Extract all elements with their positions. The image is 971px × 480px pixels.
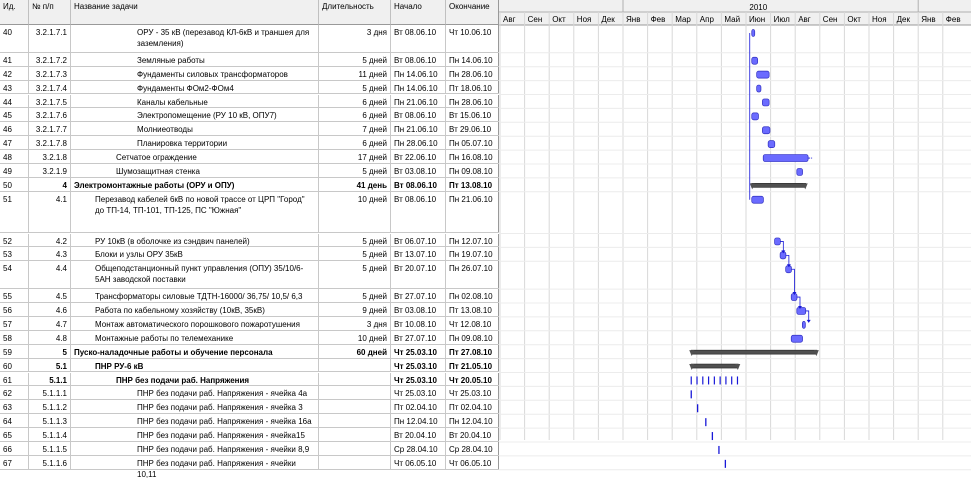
task-name: Работа по кабельному хозяйству (10кВ, 35кВ) [71, 303, 319, 316]
task-wbs: 5 [29, 345, 71, 358]
task-name: Блоки и узлы ОРУ 35кВ [71, 247, 319, 260]
task-wbs: 3.2.1.7.6 [29, 108, 71, 121]
task-name: Перезавод кабелей 6кВ по новой трассе от ЦРП "Город" до ТП-14, ТП-101, ТП-125, ПС "Южная" [71, 192, 319, 233]
task-duration: 10 дней [319, 331, 391, 344]
task-name: ПНР без подачи раб. Напряжения - ячейки 8,9 [71, 442, 319, 455]
task-duration: 5 дней [319, 53, 391, 66]
month-label: Фев [945, 15, 961, 24]
task-row[interactable] [0, 373, 499, 387]
task-id: 46 [0, 122, 29, 135]
month-label: Июн [749, 15, 766, 24]
task-id: 45 [0, 108, 29, 121]
task-duration: 6 дней [319, 108, 391, 121]
task-start: Пн 21.06.10 [391, 122, 446, 135]
month-label: Май [724, 15, 741, 24]
task-name: РУ 10кВ (в оболочке из сэндвич панелей) [71, 234, 319, 247]
task-start: Вт 13.07.10 [391, 247, 446, 260]
task-wbs: 4.2 [29, 234, 71, 247]
task-row[interactable] [0, 400, 499, 414]
task-wbs: 4.8 [29, 331, 71, 344]
task-name: Земляные работы [71, 53, 319, 66]
task-start: Пн 28.06.10 [391, 136, 446, 149]
task-duration: 5 дней [319, 247, 391, 260]
task-name: Общеподстанционный пункт управления (ОПУ) 35/10/6-5АН заводской поставки [71, 261, 319, 288]
month-label: Сен [822, 15, 838, 24]
task-row[interactable] [0, 67, 499, 81]
task-end: Пн 28.06.10 [446, 67, 499, 80]
task-id: 67 [0, 456, 29, 469]
task-row[interactable] [0, 192, 499, 234]
task-wbs: 3.2.1.7.4 [29, 81, 71, 94]
task-row[interactable] [0, 150, 499, 164]
task-end: Пн 16.08.10 [446, 150, 499, 163]
task-start: Вт 08.06.10 [391, 25, 446, 52]
task-row[interactable] [0, 317, 499, 331]
month-label: Дек [896, 15, 910, 24]
task-name: ПНР без подачи раб. Напряжения - ячейка 16а [71, 414, 319, 427]
task-duration: 60 дней [319, 345, 391, 358]
dependency-link [791, 269, 794, 294]
task-end: Чт 12.08.10 [446, 317, 499, 330]
task-bar [775, 238, 781, 245]
task-bar [791, 294, 797, 301]
task-wbs: 5.1.1.4 [29, 428, 71, 441]
task-end: Пт 18.06.10 [446, 81, 499, 94]
month-label: Дек [601, 15, 615, 24]
task-row[interactable] [0, 442, 499, 456]
task-duration [319, 414, 391, 427]
year-label: 2010 [749, 3, 768, 12]
task-end: Пн 21.06.10 [446, 192, 499, 233]
task-duration [319, 400, 391, 413]
task-start: Вт 08.06.10 [391, 178, 446, 191]
task-start: Вт 08.06.10 [391, 53, 446, 66]
task-wbs: 4.7 [29, 317, 71, 330]
task-name: Планировка территории [71, 136, 319, 149]
task-row[interactable] [0, 289, 499, 303]
column-header-id[interactable]: Ид. [0, 0, 29, 25]
month-label: Авг [503, 15, 516, 24]
task-id: 66 [0, 442, 29, 455]
task-duration: 9 дней [319, 303, 391, 316]
task-id: 58 [0, 331, 29, 344]
task-row[interactable] [0, 261, 499, 289]
task-name: ПНР без подачи раб. Напряжения - ячейки 10,11 [71, 456, 319, 469]
task-wbs: 4.5 [29, 289, 71, 302]
task-id: 65 [0, 428, 29, 441]
task-wbs: 4.6 [29, 303, 71, 316]
task-name: ОРУ - 35 кВ (перезавод КЛ-6кВ и траншея для заземления) [71, 25, 319, 52]
task-name: Каналы кабельные [71, 95, 319, 108]
task-end: Чт 25.03.10 [446, 386, 499, 399]
month-label: Янв [626, 15, 641, 24]
month-label: Ноя [872, 15, 887, 24]
task-wbs: 3.2.1.7.5 [29, 95, 71, 108]
task-start: Вт 20.04.10 [391, 428, 446, 441]
task-id: 51 [0, 192, 29, 233]
task-end: Пн 28.06.10 [446, 95, 499, 108]
task-bar [757, 85, 761, 92]
task-id: 41 [0, 53, 29, 66]
month-label: Янв [921, 15, 936, 24]
task-bar [752, 196, 764, 203]
month-label: Ноя [576, 15, 592, 24]
task-row[interactable] [0, 136, 499, 150]
task-row[interactable] [0, 359, 499, 373]
task-start: Вт 08.06.10 [391, 108, 446, 121]
task-name: Молниеотводы [71, 122, 319, 135]
task-end: Пт 27.08.10 [446, 345, 499, 358]
task-duration [319, 456, 391, 469]
dependency-arrow [807, 320, 811, 323]
summary-bar [691, 364, 738, 368]
task-row[interactable] [0, 428, 499, 442]
task-duration: 5 дней [319, 234, 391, 247]
task-name: ПНР РУ-6 кВ [71, 359, 319, 372]
task-id: 62 [0, 386, 29, 399]
task-end: Пн 19.07.10 [446, 247, 499, 260]
task-row[interactable] [0, 247, 499, 261]
task-id: 42 [0, 67, 29, 80]
task-name: ПНР без подачи раб. Напряжения [71, 373, 319, 386]
task-wbs: 3.2.1.7.7 [29, 122, 71, 135]
task-duration: 7 дней [319, 122, 391, 135]
task-id: 55 [0, 289, 29, 302]
task-start: Вт 10.08.10 [391, 317, 446, 330]
task-bar [786, 266, 792, 273]
task-duration: 11 дней [319, 67, 391, 80]
task-id: 49 [0, 164, 29, 177]
task-end: Пн 14.06.10 [446, 53, 499, 66]
task-wbs: 5.1.1.5 [29, 442, 71, 455]
task-bar [791, 335, 802, 342]
column-header-wbs[interactable]: № п/п [29, 0, 71, 25]
task-row[interactable] [0, 164, 499, 178]
task-start: Пн 14.06.10 [391, 67, 446, 80]
task-duration: 41 день [319, 178, 391, 191]
task-row[interactable] [0, 414, 499, 428]
gantt-chart [499, 0, 971, 440]
task-id: 47 [0, 136, 29, 149]
task-id: 48 [0, 150, 29, 163]
task-end: Вт 15.06.10 [446, 108, 499, 121]
task-id: 61 [0, 373, 29, 386]
task-start: Ср 28.04.10 [391, 442, 446, 455]
task-row[interactable] [0, 303, 499, 317]
month-label: Окт [847, 15, 861, 24]
task-duration: 5 дней [319, 164, 391, 177]
task-start: Чт 25.03.10 [391, 373, 446, 386]
task-wbs: 4.1 [29, 192, 71, 233]
task-row[interactable] [0, 53, 499, 67]
task-id: 57 [0, 317, 29, 330]
task-start: Чт 25.03.10 [391, 386, 446, 399]
task-duration: 5 дней [319, 81, 391, 94]
task-duration [319, 442, 391, 455]
task-name: ПНР без подачи раб. Напряжения - ячейка15 [71, 428, 319, 441]
task-row[interactable] [0, 25, 499, 53]
task-end: Пт 13.08.10 [446, 303, 499, 316]
task-id: 44 [0, 95, 29, 108]
task-id: 54 [0, 261, 29, 288]
task-wbs: 3.2.1.9 [29, 164, 71, 177]
task-name: Монтажные работы по телемеханике [71, 331, 319, 344]
task-wbs: 3.2.1.7.2 [29, 53, 71, 66]
month-label: Авг [798, 15, 811, 24]
task-name: Шумозащитная стенка [71, 164, 319, 177]
task-start: Вт 20.07.10 [391, 261, 446, 288]
task-duration: 6 дней [319, 136, 391, 149]
month-label: Окт [552, 15, 566, 24]
task-row[interactable] [0, 345, 499, 359]
task-bar [752, 57, 758, 64]
task-start: Вт 03.08.10 [391, 164, 446, 177]
task-duration [319, 373, 391, 386]
task-name: Электропомещение (РУ 10 кВ, ОПУ7) [71, 108, 319, 121]
task-duration: 6 дней [319, 95, 391, 108]
task-start: Чт 06.05.10 [391, 456, 446, 469]
month-label: Фев [650, 15, 666, 24]
task-wbs: 5.1.1.3 [29, 414, 71, 427]
task-start: Пт 02.04.10 [391, 400, 446, 413]
task-start: Вт 06.07.10 [391, 234, 446, 247]
task-id: 43 [0, 81, 29, 94]
task-end: Пт 02.04.10 [446, 400, 499, 413]
task-id: 40 [0, 25, 29, 52]
month-label: Июл [773, 15, 790, 24]
task-wbs: 4.4 [29, 261, 71, 288]
task-duration: 5 дней [319, 289, 391, 302]
task-row[interactable] [0, 331, 499, 345]
task-wbs: 4.3 [29, 247, 71, 260]
task-name: Монтаж автоматического порошкового пожаротушения [71, 317, 319, 330]
task-wbs: 3.2.1.7.8 [29, 136, 71, 149]
task-end: Пн 12.04.10 [446, 414, 499, 427]
task-row[interactable] [0, 108, 499, 122]
task-id: 53 [0, 247, 29, 260]
task-id: 63 [0, 400, 29, 413]
task-row[interactable] [0, 81, 499, 95]
task-name: Фундаменты силовых трансформаторов [71, 67, 319, 80]
task-bar [752, 113, 759, 120]
summary-bar [691, 350, 817, 354]
task-start: Вт 27.07.10 [391, 331, 446, 344]
task-end: Чт 06.05.10 [446, 456, 499, 469]
task-end: Вт 29.06.10 [446, 122, 499, 135]
task-start: Пн 12.04.10 [391, 414, 446, 427]
task-wbs: 3.2.1.7.3 [29, 67, 71, 80]
task-name: Фундаменты ФОм2-ФОм4 [71, 81, 319, 94]
task-name: Электромонтажные работы (ОРУ и ОПУ) [71, 178, 319, 191]
task-bar [797, 307, 806, 314]
task-bar [757, 71, 769, 78]
task-start: Чт 25.03.10 [391, 359, 446, 372]
task-name: Сетчатое ограждение [71, 150, 319, 163]
task-start: Чт 25.03.10 [391, 345, 446, 358]
task-wbs: 5.1 [29, 359, 71, 372]
task-name: Трансформаторы силовые ТДТН-16000/ 36,75/ 10,5/ 6,3 [71, 289, 319, 302]
task-bar [797, 168, 803, 175]
task-id: 60 [0, 359, 29, 372]
task-duration [319, 386, 391, 399]
task-end: Пн 26.07.10 [446, 261, 499, 288]
task-bar [762, 99, 769, 106]
task-row[interactable] [0, 386, 499, 400]
task-start: Вт 22.06.10 [391, 150, 446, 163]
task-id: 64 [0, 414, 29, 427]
task-duration [319, 359, 391, 372]
month-label: Мар [675, 15, 691, 24]
task-name: ПНР без подачи раб. Напряжения - ячейка 4а [71, 386, 319, 399]
task-end: Пн 02.08.10 [446, 289, 499, 302]
task-name: ПНР без подачи раб. Напряжения - ячейка 3 [71, 400, 319, 413]
task-bar [763, 155, 808, 162]
task-start: Пн 21.06.10 [391, 95, 446, 108]
task-end: Ср 28.04.10 [446, 442, 499, 455]
task-end: Пн 09.08.10 [446, 331, 499, 344]
task-end: Чт 10.06.10 [446, 25, 499, 52]
task-row[interactable] [0, 122, 499, 136]
summary-bar [752, 183, 806, 187]
month-label: Апр [699, 15, 714, 24]
task-start: Вт 03.08.10 [391, 303, 446, 316]
task-name: Пуско-наладочные работы и обучение персонала [71, 345, 319, 358]
task-duration: 3 дня [319, 317, 391, 330]
month-label: Сен [527, 15, 543, 24]
task-row[interactable] [0, 456, 499, 479]
task-end: Вт 20.04.10 [446, 428, 499, 441]
task-wbs: 5.1.1 [29, 373, 71, 386]
task-start: Пн 14.06.10 [391, 81, 446, 94]
task-row[interactable] [0, 234, 499, 248]
column-header-start[interactable]: Начало [391, 0, 446, 25]
task-bar [752, 29, 755, 36]
task-duration [319, 428, 391, 441]
task-wbs: 5.1.1.1 [29, 386, 71, 399]
task-duration: 3 дня [319, 25, 391, 52]
task-wbs: 5.1.1.2 [29, 400, 71, 413]
task-duration: 5 дней [319, 261, 391, 288]
task-end: Пн 05.07.10 [446, 136, 499, 149]
task-wbs: 3.2.1.8 [29, 150, 71, 163]
task-end: Пт 21.05.10 [446, 359, 499, 372]
task-bar [780, 252, 786, 259]
task-start: Вт 08.06.10 [391, 192, 446, 233]
column-header-duration[interactable]: Длительность [319, 0, 391, 25]
task-end: Пн 12.07.10 [446, 234, 499, 247]
task-end: Пн 09.08.10 [446, 164, 499, 177]
task-bar [768, 141, 775, 148]
task-start: Вт 27.07.10 [391, 289, 446, 302]
task-bar [762, 127, 770, 134]
task-end: Пт 13.08.10 [446, 178, 499, 191]
column-header-end[interactable]: Окончание [446, 0, 499, 25]
task-duration: 17 дней [319, 150, 391, 163]
task-id: 59 [0, 345, 29, 358]
task-wbs: 4 [29, 178, 71, 191]
task-id: 56 [0, 303, 29, 316]
task-id: 50 [0, 178, 29, 191]
task-id: 52 [0, 234, 29, 247]
task-end: Чт 20.05.10 [446, 373, 499, 386]
task-wbs: 3.2.1.7.1 [29, 25, 71, 52]
task-wbs: 5.1.1.6 [29, 456, 71, 469]
column-header-name[interactable]: Название задачи [71, 0, 319, 25]
task-row[interactable] [0, 95, 499, 109]
task-duration: 10 дней [319, 192, 391, 233]
task-row[interactable] [0, 178, 499, 192]
task-bar [802, 321, 805, 328]
